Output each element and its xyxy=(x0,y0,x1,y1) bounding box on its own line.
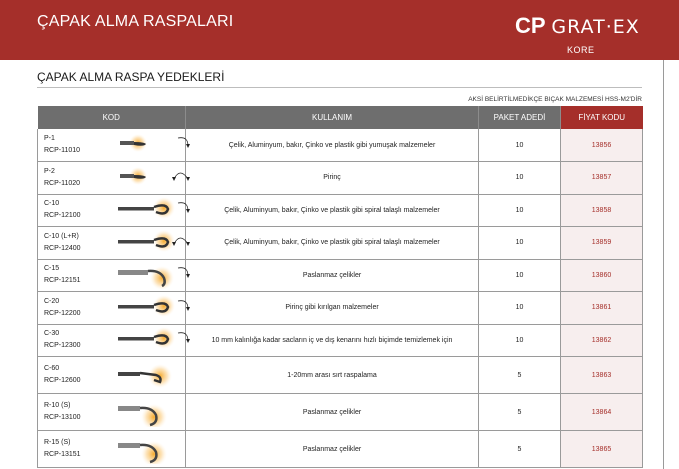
tool-image-cell xyxy=(112,394,186,431)
product-ref: RCP-11010 xyxy=(44,147,81,154)
tool-image-cell xyxy=(112,259,186,292)
product-code-cell xyxy=(38,162,112,195)
usage-text: Pirinç xyxy=(186,162,479,195)
product-code-cell xyxy=(38,324,112,357)
table-row xyxy=(38,394,643,431)
pack-qty: 10 xyxy=(479,194,561,227)
brand-cp: CP xyxy=(515,13,546,38)
price-code: 13865 xyxy=(561,431,643,468)
usage-text: Çelik, Aluminyum, bakır, Çinko ve plastik gibi spiral talaşlı malzemeler xyxy=(186,227,479,260)
pack-qty: 10 xyxy=(479,292,561,325)
brand-logo xyxy=(515,13,640,39)
tool-image-cell xyxy=(112,431,186,468)
product-code-cell xyxy=(38,292,112,325)
section-divider xyxy=(37,87,642,88)
price-code: 13856 xyxy=(561,129,643,162)
product-code-cell xyxy=(38,194,112,227)
header-fiyat: FİYAT KODU xyxy=(561,106,643,129)
pack-qty: 10 xyxy=(479,129,561,162)
product-code: C-10 xyxy=(44,200,60,208)
product-code: C-20 xyxy=(44,297,60,305)
material-note: AKSİ BELİRTİLMEDİKÇE BIÇAK MALZEMESİ HSS-M2'DİR xyxy=(468,96,642,103)
tool-image-cell xyxy=(112,194,186,227)
pack-qty: 10 xyxy=(479,324,561,357)
usage-text: Pirinç gibi kırılgan malzemeler xyxy=(186,292,479,325)
price-code: 13859 xyxy=(561,227,643,260)
usage-text: 10 mm kalınlığa kadar sacların iç ve dış kenarını hızlı biçimde temizlemek için xyxy=(186,324,479,357)
usage-text: Çelik, Aluminyum, bakır, Çinko ve plastik gibi yumuşak malzemeler xyxy=(186,129,479,162)
product-table xyxy=(37,106,643,468)
price-code: 13857 xyxy=(561,162,643,195)
product-code: C-60 xyxy=(44,365,60,372)
tool-image-cell xyxy=(112,357,186,394)
table-header-row xyxy=(38,106,643,129)
product-code-cell xyxy=(38,431,112,468)
tool-image-cell xyxy=(112,292,186,325)
product-ref: RCP-12100 xyxy=(44,212,81,220)
brand-name: GRAT·EX xyxy=(551,16,640,38)
pack-qty: 10 xyxy=(479,227,561,260)
table-row xyxy=(38,324,643,357)
price-code: 13863 xyxy=(561,357,643,394)
product-code: R-15 (S) xyxy=(44,439,71,446)
price-code: 13861 xyxy=(561,292,643,325)
table-row xyxy=(38,194,643,227)
product-code: P-2 xyxy=(44,167,55,175)
product-ref: RCP-12200 xyxy=(44,309,81,317)
table-row xyxy=(38,162,643,195)
page-border xyxy=(663,60,664,469)
pack-qty: 5 xyxy=(479,357,561,394)
pack-qty: 5 xyxy=(479,431,561,468)
tool-image-cell xyxy=(112,162,186,195)
table-row xyxy=(38,292,643,325)
tool-image-cell xyxy=(112,324,186,357)
product-code-cell xyxy=(38,394,112,431)
product-ref: RCP-13100 xyxy=(44,414,81,421)
table-row xyxy=(38,129,643,162)
header-kod: KOD xyxy=(38,106,186,129)
product-code: C-30 xyxy=(44,330,60,338)
product-ref: RCP-13151 xyxy=(44,451,81,458)
product-ref: RCP-12400 xyxy=(44,244,81,252)
product-ref: RCP-12300 xyxy=(44,342,81,350)
table-row xyxy=(38,259,643,292)
product-code: P-1 xyxy=(44,135,55,142)
usage-text: 1-20mm arası sırt raspalama xyxy=(186,357,479,394)
usage-text: Paslanmaz çelikler xyxy=(186,394,479,431)
tool-image-cell xyxy=(112,227,186,260)
product-ref: RCP-12600 xyxy=(44,377,81,384)
usage-text: Çelik, Aluminyum, bakır, Çinko ve plastik gibi spiral talaşlı malzemeler xyxy=(186,194,479,227)
section-title: ÇAPAK ALMA RASPA YEDEKLERİ xyxy=(37,70,225,84)
pack-qty: 5 xyxy=(479,394,561,431)
page-title: ÇAPAK ALMA RASPALARI xyxy=(37,13,234,30)
tool-image-cell xyxy=(112,129,186,162)
table-row xyxy=(38,227,643,260)
price-code: 13862 xyxy=(561,324,643,357)
product-code-cell xyxy=(38,227,112,260)
pack-qty: 10 xyxy=(479,259,561,292)
brand-subtitle: KORE xyxy=(567,45,595,55)
usage-text: Paslanmaz çelikler xyxy=(186,431,479,468)
usage-text: Paslanmaz çelikler xyxy=(186,259,479,292)
table-row xyxy=(38,357,643,394)
price-code: 13860 xyxy=(561,259,643,292)
pack-qty: 10 xyxy=(479,162,561,195)
table-row xyxy=(38,431,643,468)
product-code: C-10 (L+R) xyxy=(44,232,79,240)
product-ref: RCP-12151 xyxy=(44,277,81,285)
product-code: C-15 xyxy=(44,265,60,273)
product-ref: RCP-11020 xyxy=(44,179,81,187)
price-code: 13864 xyxy=(561,394,643,431)
header-paket: PAKET ADEDİ xyxy=(479,106,561,129)
product-code: R-10 (S) xyxy=(44,402,71,409)
page-header xyxy=(0,0,679,60)
header-kullanim: KULLANIM xyxy=(186,106,479,129)
product-code-cell xyxy=(38,357,112,394)
price-code: 13858 xyxy=(561,194,643,227)
product-code-cell xyxy=(38,129,112,162)
product-code-cell xyxy=(38,259,112,292)
